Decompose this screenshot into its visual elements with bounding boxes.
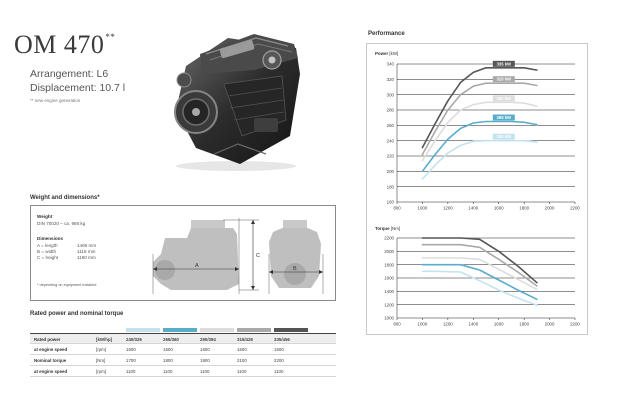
- x-tick-label: 1000: [417, 205, 428, 211]
- y-tick-label: 340: [386, 61, 394, 67]
- y-tick-label: 220: [386, 153, 394, 159]
- table-cell: 1800: [163, 358, 173, 363]
- dimension-a-value: 1469 mm: [77, 243, 97, 248]
- x-tick-label: 1600: [493, 205, 504, 211]
- new-generation-footnote: ** new engine generation: [30, 98, 81, 103]
- title-footnote-mark: **: [105, 32, 116, 42]
- x-tick-label: 2200: [570, 205, 580, 211]
- table-row: [30, 366, 336, 377]
- y-tick-label: 1400: [384, 288, 394, 294]
- row-label: Nominal torque: [34, 358, 67, 363]
- rated-power-heading: Rated power and nominal torque: [30, 311, 124, 317]
- weight-dimensions-panel: [30, 205, 336, 301]
- table-cell: 1600: [126, 347, 136, 352]
- table-cell: 1600: [274, 347, 284, 352]
- weight-dimensions-heading: Weight and dimensions*: [30, 195, 100, 201]
- x-tick-label: 2000: [544, 321, 555, 327]
- y-tick-label: 1200: [384, 302, 394, 308]
- swatch-315: [237, 328, 271, 332]
- y-tick-label: 260: [386, 122, 394, 128]
- x-tick-label: 2000: [544, 205, 555, 211]
- table-cell: 2100: [237, 358, 247, 363]
- swatch-265: [163, 328, 197, 332]
- table-cell: 1900: [200, 358, 210, 363]
- y-tick-label: 2200: [384, 235, 394, 241]
- dimension-a-label: A = length: [37, 243, 58, 248]
- performance-heading: Performance: [368, 31, 405, 37]
- dimensions-label: Dimensions: [37, 236, 64, 241]
- table-cell: 1100: [126, 369, 136, 374]
- arrangement-spec: Arrangement: L6: [30, 68, 109, 80]
- y-tick-label: 160: [386, 199, 394, 205]
- swatch-240: [126, 328, 160, 332]
- x-tick-label: 1400: [468, 321, 479, 327]
- weight-value: DIN 70020 – ca. 986 kg: [37, 221, 86, 226]
- row-unit: [rpm]: [96, 369, 107, 374]
- y-tick-label: 300: [386, 92, 394, 98]
- performance-panel: [366, 43, 588, 335]
- x-tick-label: 1800: [519, 205, 530, 211]
- swatch-290: [200, 328, 234, 332]
- table-cell: 265/360: [163, 337, 179, 342]
- torque-axis-title: [375, 226, 400, 231]
- dimension-c-value: 1190 mm: [77, 255, 96, 260]
- series-label: 315 kW: [496, 76, 512, 82]
- table-cell: 315/428: [237, 337, 253, 342]
- row-label: at engine speed: [34, 347, 68, 352]
- table-cell: 290/394: [200, 337, 216, 342]
- weight-note: * depending on equipment installed: [37, 283, 97, 287]
- row-unit: [rpm]: [96, 347, 107, 352]
- dimension-b-value: 1118 mm: [77, 249, 96, 254]
- x-tick-label: 2200: [570, 321, 580, 327]
- power-chart: [367, 58, 587, 213]
- y-tick-label: 200: [386, 168, 394, 174]
- dimension-b-label: B = width: [37, 249, 57, 254]
- weight-label: Weight: [37, 214, 53, 219]
- y-tick-label: 180: [386, 184, 394, 190]
- swatch-335: [274, 328, 308, 332]
- series-label: 265 kW: [496, 115, 512, 120]
- y-tick-label: 1600: [384, 275, 394, 281]
- table-row: [30, 344, 336, 355]
- table-cell: 1100: [163, 369, 173, 374]
- x-tick-label: 1400: [468, 205, 479, 211]
- series-label: 290 kW: [496, 95, 512, 101]
- power-axis-unit: [kW]: [389, 51, 399, 56]
- row-unit: [kW/hp]: [96, 337, 113, 342]
- rated-power-table: [30, 328, 336, 377]
- y-tick-label: 2000: [384, 248, 394, 254]
- dimension-a-marker: A: [195, 263, 199, 269]
- torque-axis-label: Torque: [375, 226, 390, 231]
- x-tick-label: 1000: [417, 321, 428, 327]
- table-cell: 1100: [274, 369, 284, 374]
- dimension-c-label: C = height: [37, 255, 59, 260]
- page-title: [14, 30, 115, 60]
- table-cell: 1600: [163, 347, 173, 352]
- power-axis-title: [375, 51, 398, 56]
- engine-model-name: OM 470: [14, 30, 105, 59]
- table-cell: 1700: [126, 358, 136, 363]
- table-cell: 1100: [237, 369, 247, 374]
- table-cell: 2200: [274, 358, 284, 363]
- table-cell: 335/456: [274, 337, 290, 342]
- power-axis-label: Power: [375, 51, 389, 56]
- table-cell: 240/326: [126, 337, 142, 342]
- x-tick-label: 800: [393, 321, 401, 327]
- table-row: [30, 355, 336, 366]
- y-tick-label: 280: [386, 107, 394, 113]
- row-label: at engine speed: [34, 369, 68, 374]
- torque-axis-unit: [Nm]: [390, 226, 401, 231]
- table-cell: 1600: [200, 347, 210, 352]
- dimension-b-marker: B: [293, 266, 297, 272]
- x-tick-label: 1600: [493, 321, 504, 327]
- engine-dimension-diagram: [147, 214, 333, 298]
- series-label: 335 kW: [496, 61, 512, 67]
- y-tick-label: 1800: [384, 262, 394, 268]
- plot-area: [397, 64, 575, 202]
- table-cell: 1600: [237, 347, 247, 352]
- x-tick-label: 1200: [442, 205, 453, 211]
- series-label: 240 kW: [496, 134, 512, 140]
- y-tick-label: 1000: [384, 315, 394, 321]
- row-label: Rated power: [34, 337, 61, 342]
- x-tick-label: 1800: [519, 321, 530, 327]
- y-tick-label: 320: [386, 76, 394, 82]
- x-tick-label: 1200: [442, 321, 453, 327]
- displacement-spec: Displacement: 10.7 l: [30, 82, 126, 94]
- y-tick-label: 240: [386, 138, 394, 144]
- torque-chart: [367, 232, 587, 332]
- engine-illustration: [158, 14, 308, 174]
- table-cell: 1100: [200, 369, 210, 374]
- dimension-c-marker: C: [256, 253, 260, 259]
- row-unit: [Nm]: [96, 358, 106, 363]
- x-tick-label: 800: [393, 205, 401, 211]
- table-header-row: [30, 333, 336, 344]
